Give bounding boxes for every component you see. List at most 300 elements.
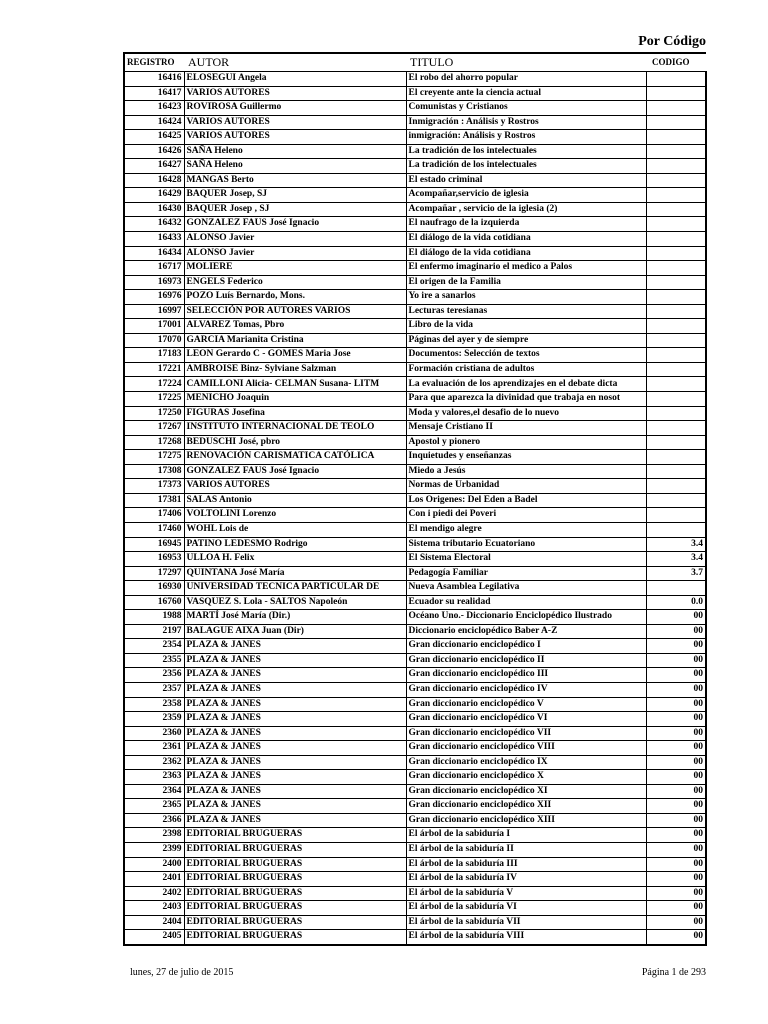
cell-codigo bbox=[646, 232, 706, 247]
cell-titulo: Gran diccionario enciclopédico XII bbox=[406, 799, 646, 814]
cell-codigo: 00 bbox=[646, 639, 706, 654]
cell-codigo bbox=[646, 392, 706, 407]
table-row bbox=[124, 72, 706, 87]
cell-titulo: La tradición de los intelectuales bbox=[406, 144, 646, 159]
cell-titulo: El diálogo de la vida cotidiana bbox=[406, 232, 646, 247]
cell-codigo bbox=[646, 319, 706, 334]
cell-registro: 2357 bbox=[124, 682, 184, 697]
cell-codigo bbox=[646, 101, 706, 116]
cell-autor: LEON Gerardo C - GOMES Maria Jose bbox=[184, 348, 406, 363]
table-row bbox=[124, 406, 706, 421]
cell-registro: 2400 bbox=[124, 857, 184, 872]
cell-registro: 16416 bbox=[124, 72, 184, 87]
cell-autor: MENICHO Joaquin bbox=[184, 392, 406, 407]
table-row bbox=[124, 246, 706, 261]
cell-autor: ENGELS Federico bbox=[184, 275, 406, 290]
cell-registro: 17268 bbox=[124, 435, 184, 450]
cell-titulo: Los Origenes: Del Eden a Badel bbox=[406, 493, 646, 508]
cell-autor: QUINTANA José María bbox=[184, 566, 406, 581]
table-row bbox=[124, 508, 706, 523]
cell-titulo: Gran diccionario enciclopédico IV bbox=[406, 682, 646, 697]
cell-autor: SELECCIÓN POR AUTORES VARIOS bbox=[184, 304, 406, 319]
cell-registro: 17381 bbox=[124, 493, 184, 508]
cell-titulo: La evaluación de los aprendizajes en el debate dicta bbox=[406, 377, 646, 392]
cell-codigo bbox=[646, 406, 706, 421]
cell-autor: PLAZA & JANES bbox=[184, 697, 406, 712]
cell-codigo: 00 bbox=[646, 712, 706, 727]
cell-codigo bbox=[646, 72, 706, 87]
cell-titulo: Normas de Urbanidad bbox=[406, 479, 646, 494]
cell-registro: 2361 bbox=[124, 741, 184, 756]
table-row bbox=[124, 828, 706, 843]
cell-autor: ROVIROSA Guillermo bbox=[184, 101, 406, 116]
table-row bbox=[124, 130, 706, 145]
cell-registro: 2399 bbox=[124, 842, 184, 857]
cell-titulo: Pedagogía Familiar bbox=[406, 566, 646, 581]
cell-autor: SAÑA Heleno bbox=[184, 159, 406, 174]
table-row bbox=[124, 813, 706, 828]
cell-registro: 16425 bbox=[124, 130, 184, 145]
cell-autor: RENOVACIÓN CARISMATICA CATÓLICA bbox=[184, 450, 406, 465]
cell-titulo: El diálogo de la vida cotidiana bbox=[406, 246, 646, 261]
cell-registro: 16997 bbox=[124, 304, 184, 319]
cell-autor: ALONSO Javier bbox=[184, 246, 406, 261]
cell-codigo bbox=[646, 261, 706, 276]
cell-titulo: Gran diccionario enciclopédico VIII bbox=[406, 741, 646, 756]
cell-codigo bbox=[646, 202, 706, 217]
cell-registro: 17267 bbox=[124, 421, 184, 436]
table-row bbox=[124, 159, 706, 174]
table-row bbox=[124, 261, 706, 276]
cell-registro: 2366 bbox=[124, 813, 184, 828]
table-row bbox=[124, 610, 706, 625]
cell-registro: 2401 bbox=[124, 872, 184, 887]
cell-titulo: El árbol de la sabiduría III bbox=[406, 857, 646, 872]
cell-codigo bbox=[646, 450, 706, 465]
table-row bbox=[124, 493, 706, 508]
cell-titulo: Gran diccionario enciclopédico III bbox=[406, 668, 646, 683]
cell-titulo: Yo ire a sanarlos bbox=[406, 290, 646, 305]
cell-autor: PLAZA & JANES bbox=[184, 726, 406, 741]
cell-registro: 2359 bbox=[124, 712, 184, 727]
cell-registro: 2404 bbox=[124, 915, 184, 930]
cell-registro: 2363 bbox=[124, 770, 184, 785]
cell-titulo: Moda y valores,el desafio de lo nuevo bbox=[406, 406, 646, 421]
cell-registro: 17373 bbox=[124, 479, 184, 494]
cell-autor: MANGAS Berto bbox=[184, 173, 406, 188]
table-row bbox=[124, 537, 706, 552]
cell-registro: 2364 bbox=[124, 784, 184, 799]
cell-autor: AMBROISE Binz- Sylviane Salzman bbox=[184, 362, 406, 377]
cell-titulo: Mensaje Cristiano II bbox=[406, 421, 646, 436]
cell-autor: ULLOA H. Felix bbox=[184, 552, 406, 567]
cell-registro: 16930 bbox=[124, 581, 184, 596]
cell-codigo: 00 bbox=[646, 915, 706, 930]
cell-codigo: 00 bbox=[646, 930, 706, 945]
cell-autor: VOLTOLINI Lorenzo bbox=[184, 508, 406, 523]
cell-registro: 2398 bbox=[124, 828, 184, 843]
table-row bbox=[124, 435, 706, 450]
cell-codigo bbox=[646, 159, 706, 174]
table-row bbox=[124, 726, 706, 741]
cell-autor: PLAZA & JANES bbox=[184, 712, 406, 727]
table-row bbox=[124, 595, 706, 610]
cell-registro: 2362 bbox=[124, 755, 184, 770]
table-row bbox=[124, 275, 706, 290]
cell-registro: 17406 bbox=[124, 508, 184, 523]
table-row bbox=[124, 872, 706, 887]
header-codigo: CODIGO bbox=[646, 53, 706, 72]
table-row bbox=[124, 639, 706, 654]
cell-autor: VARIOS AUTORES bbox=[184, 86, 406, 101]
cell-autor: PLAZA & JANES bbox=[184, 799, 406, 814]
cell-codigo bbox=[646, 115, 706, 130]
cell-codigo: 00 bbox=[646, 624, 706, 639]
header-titulo: TITULO bbox=[406, 53, 646, 72]
cell-autor: PLAZA & JANES bbox=[184, 639, 406, 654]
cell-codigo bbox=[646, 377, 706, 392]
cell-registro: 17221 bbox=[124, 362, 184, 377]
cell-registro: 16423 bbox=[124, 101, 184, 116]
table-row bbox=[124, 450, 706, 465]
cell-codigo bbox=[646, 348, 706, 363]
cell-codigo bbox=[646, 86, 706, 101]
cell-registro: 1988 bbox=[124, 610, 184, 625]
cell-registro: 16976 bbox=[124, 290, 184, 305]
cell-registro: 17275 bbox=[124, 450, 184, 465]
cell-codigo: 00 bbox=[646, 813, 706, 828]
cell-titulo: Gran diccionario enciclopédico IX bbox=[406, 755, 646, 770]
cell-titulo: Acompañar , servicio de la iglesia (2) bbox=[406, 202, 646, 217]
cell-autor: ALONSO Javier bbox=[184, 232, 406, 247]
table-row bbox=[124, 421, 706, 436]
cell-titulo: Documentos: Selección de textos bbox=[406, 348, 646, 363]
cell-codigo: 00 bbox=[646, 682, 706, 697]
table-row bbox=[124, 522, 706, 537]
table-row bbox=[124, 217, 706, 232]
cell-titulo: Miedo a Jesús bbox=[406, 464, 646, 479]
table-row bbox=[124, 784, 706, 799]
cell-titulo: Libro de la vida bbox=[406, 319, 646, 334]
cell-registro: 16760 bbox=[124, 595, 184, 610]
table-row bbox=[124, 304, 706, 319]
footer-page-number: Página 1 de 293 bbox=[641, 967, 706, 978]
cell-titulo: El origen de la Familia bbox=[406, 275, 646, 290]
cell-codigo bbox=[646, 130, 706, 145]
cell-autor: PLAZA & JANES bbox=[184, 784, 406, 799]
cell-autor: PLAZA & JANES bbox=[184, 682, 406, 697]
table-row bbox=[124, 653, 706, 668]
cell-codigo: 00 bbox=[646, 886, 706, 901]
cell-codigo bbox=[646, 464, 706, 479]
cell-autor: GONZALEZ FAUS José Ignacio bbox=[184, 217, 406, 232]
table-row bbox=[124, 915, 706, 930]
cell-registro: 2197 bbox=[124, 624, 184, 639]
cell-autor: VARIOS AUTORES bbox=[184, 479, 406, 494]
cell-registro: 17460 bbox=[124, 522, 184, 537]
cell-autor: EDITORIAL BRUGUERAS bbox=[184, 901, 406, 916]
cell-titulo: El árbol de la sabiduría IV bbox=[406, 872, 646, 887]
header-row bbox=[124, 53, 706, 72]
table-row bbox=[124, 581, 706, 596]
table-row bbox=[124, 668, 706, 683]
table-row bbox=[124, 886, 706, 901]
cell-codigo bbox=[646, 275, 706, 290]
cell-codigo: 00 bbox=[646, 755, 706, 770]
cell-autor: BAQUER Josep, SJ bbox=[184, 188, 406, 203]
cell-registro: 17308 bbox=[124, 464, 184, 479]
cell-titulo: Gran diccionario enciclopédico I bbox=[406, 639, 646, 654]
cell-titulo: Gran diccionario enciclopédico VII bbox=[406, 726, 646, 741]
cell-codigo bbox=[646, 290, 706, 305]
cell-registro: 16428 bbox=[124, 173, 184, 188]
cell-codigo: 00 bbox=[646, 857, 706, 872]
cell-registro: 2355 bbox=[124, 653, 184, 668]
cell-registro: 17297 bbox=[124, 566, 184, 581]
cell-registro: 16424 bbox=[124, 115, 184, 130]
table-row bbox=[124, 682, 706, 697]
cell-codigo bbox=[646, 479, 706, 494]
table-row bbox=[124, 202, 706, 217]
cell-titulo: Gran diccionario enciclopédico XIII bbox=[406, 813, 646, 828]
header-registro: REGISTRO bbox=[124, 53, 184, 72]
cell-titulo: Gran diccionario enciclopédico II bbox=[406, 653, 646, 668]
cell-titulo: El estado criminal bbox=[406, 173, 646, 188]
table-row bbox=[124, 741, 706, 756]
cell-codigo bbox=[646, 522, 706, 537]
cell-registro: 2356 bbox=[124, 668, 184, 683]
cell-registro: 16433 bbox=[124, 232, 184, 247]
cell-titulo: Gran diccionario enciclopédico V bbox=[406, 697, 646, 712]
cell-autor: BALAGUE AIXA Juan (Dir) bbox=[184, 624, 406, 639]
cell-titulo: Con i piedi dei Poveri bbox=[406, 508, 646, 523]
cell-titulo: El enfermo imaginario el medico a Palos bbox=[406, 261, 646, 276]
cell-autor: EDITORIAL BRUGUERAS bbox=[184, 930, 406, 945]
header-autor: AUTOR bbox=[184, 53, 406, 72]
cell-autor: PLAZA & JANES bbox=[184, 741, 406, 756]
cell-registro: 2402 bbox=[124, 886, 184, 901]
cell-titulo: Lecturas teresianas bbox=[406, 304, 646, 319]
cell-autor: PATINO LEDESMO Rodrigo bbox=[184, 537, 406, 552]
cell-autor: PLAZA & JANES bbox=[184, 653, 406, 668]
cell-autor: FIGURAS Josefina bbox=[184, 406, 406, 421]
cell-codigo: 3.4 bbox=[646, 552, 706, 567]
cell-titulo: Ecuador su realidad bbox=[406, 595, 646, 610]
cell-registro: 16717 bbox=[124, 261, 184, 276]
cell-codigo bbox=[646, 421, 706, 436]
table-row bbox=[124, 842, 706, 857]
cell-registro: 16434 bbox=[124, 246, 184, 261]
cell-titulo: La tradición de los intelectuales bbox=[406, 159, 646, 174]
table-row bbox=[124, 552, 706, 567]
cell-codigo bbox=[646, 188, 706, 203]
cell-titulo: Formación cristiana de adultos bbox=[406, 362, 646, 377]
cell-registro: 16430 bbox=[124, 202, 184, 217]
catalog-table-container bbox=[123, 52, 709, 946]
cell-titulo: El naufrago de la izquierda bbox=[406, 217, 646, 232]
cell-titulo: El árbol de la sabiduría VI bbox=[406, 901, 646, 916]
cell-autor: EDITORIAL BRUGUERAS bbox=[184, 828, 406, 843]
cell-titulo: El árbol de la sabiduría II bbox=[406, 842, 646, 857]
cell-codigo bbox=[646, 362, 706, 377]
cell-registro: 2358 bbox=[124, 697, 184, 712]
cell-codigo bbox=[646, 173, 706, 188]
table-row bbox=[124, 144, 706, 159]
cell-autor: EDITORIAL BRUGUERAS bbox=[184, 886, 406, 901]
cell-autor: BEDUSCHI José, pbro bbox=[184, 435, 406, 450]
cell-titulo: El mendigo alegre bbox=[406, 522, 646, 537]
cell-autor: PLAZA & JANES bbox=[184, 770, 406, 785]
cell-codigo bbox=[646, 304, 706, 319]
cell-codigo bbox=[646, 508, 706, 523]
cell-registro: 17070 bbox=[124, 333, 184, 348]
cell-codigo: 00 bbox=[646, 784, 706, 799]
cell-autor: PLAZA & JANES bbox=[184, 668, 406, 683]
cell-registro: 16973 bbox=[124, 275, 184, 290]
cell-autor: SAÑA Heleno bbox=[184, 144, 406, 159]
cell-registro: 17224 bbox=[124, 377, 184, 392]
cell-autor: VARIOS AUTORES bbox=[184, 130, 406, 145]
cell-codigo: 3.7 bbox=[646, 566, 706, 581]
cell-titulo: Comunistas y Cristianos bbox=[406, 101, 646, 116]
cell-titulo: El árbol de la sabiduría VII bbox=[406, 915, 646, 930]
cell-autor: EDITORIAL BRUGUERAS bbox=[184, 915, 406, 930]
cell-codigo: 0.0 bbox=[646, 595, 706, 610]
cell-autor: GONZALEZ FAUS José Ignacio bbox=[184, 464, 406, 479]
table-row bbox=[124, 697, 706, 712]
table-row bbox=[124, 566, 706, 581]
table-body bbox=[124, 72, 706, 945]
cell-codigo bbox=[646, 493, 706, 508]
cell-autor: ELOSEGUI Angela bbox=[184, 72, 406, 87]
table-row bbox=[124, 479, 706, 494]
cell-autor: INSTITUTO INTERNACIONAL DE TEOLO bbox=[184, 421, 406, 436]
cell-autor: EDITORIAL BRUGUERAS bbox=[184, 872, 406, 887]
table-row bbox=[124, 101, 706, 116]
cell-registro: 16945 bbox=[124, 537, 184, 552]
cell-titulo: El árbol de la sabiduría I bbox=[406, 828, 646, 843]
cell-codigo: 00 bbox=[646, 741, 706, 756]
cell-titulo: Nueva Asamblea Legilativa bbox=[406, 581, 646, 596]
cell-autor: BAQUER Josep , SJ bbox=[184, 202, 406, 217]
table-row bbox=[124, 799, 706, 814]
cell-codigo: 00 bbox=[646, 901, 706, 916]
cell-codigo: 00 bbox=[646, 799, 706, 814]
table-row bbox=[124, 188, 706, 203]
cell-codigo bbox=[646, 581, 706, 596]
cell-registro: 2354 bbox=[124, 639, 184, 654]
cell-codigo bbox=[646, 246, 706, 261]
cell-registro: 16427 bbox=[124, 159, 184, 174]
cell-codigo: 00 bbox=[646, 770, 706, 785]
table-row bbox=[124, 770, 706, 785]
table-row bbox=[124, 392, 706, 407]
cell-autor: GARCIA Marianita Cristina bbox=[184, 333, 406, 348]
cell-autor: PLAZA & JANES bbox=[184, 755, 406, 770]
cell-autor: MARTÍ José María (Dir.) bbox=[184, 610, 406, 625]
cell-codigo bbox=[646, 333, 706, 348]
cell-autor: UNIVERSIDAD TECNICA PARTICULAR DE bbox=[184, 581, 406, 596]
table-row bbox=[124, 857, 706, 872]
cell-autor: SALAS Antonio bbox=[184, 493, 406, 508]
table-row bbox=[124, 930, 706, 945]
cell-codigo: 00 bbox=[646, 668, 706, 683]
cell-registro: 2360 bbox=[124, 726, 184, 741]
cell-registro: 16417 bbox=[124, 86, 184, 101]
cell-codigo bbox=[646, 217, 706, 232]
footer-date: lunes, 27 de julio de 2015 bbox=[130, 967, 234, 978]
cell-autor: EDITORIAL BRUGUERAS bbox=[184, 857, 406, 872]
cell-codigo: 00 bbox=[646, 653, 706, 668]
cell-registro: 16429 bbox=[124, 188, 184, 203]
cell-titulo: Diccionario enciclopédico Baber A-Z bbox=[406, 624, 646, 639]
table-row bbox=[124, 755, 706, 770]
table-row bbox=[124, 86, 706, 101]
cell-codigo: 00 bbox=[646, 842, 706, 857]
cell-registro: 16432 bbox=[124, 217, 184, 232]
table-row bbox=[124, 901, 706, 916]
catalog-table bbox=[123, 52, 707, 946]
table-row bbox=[124, 290, 706, 305]
cell-codigo bbox=[646, 435, 706, 450]
cell-titulo: inmigración: Análisis y Rostros bbox=[406, 130, 646, 145]
report-title: Por Código bbox=[638, 34, 706, 49]
cell-registro: 16426 bbox=[124, 144, 184, 159]
cell-titulo: Gran diccionario enciclopédico XI bbox=[406, 784, 646, 799]
cell-titulo: El robo del ahorro popular bbox=[406, 72, 646, 87]
cell-titulo: Acompañar,servicio de iglesia bbox=[406, 188, 646, 203]
table-row bbox=[124, 173, 706, 188]
cell-autor: VARIOS AUTORES bbox=[184, 115, 406, 130]
cell-codigo: 00 bbox=[646, 828, 706, 843]
table-header bbox=[124, 53, 706, 72]
cell-titulo: El Sistema Electoral bbox=[406, 552, 646, 567]
cell-registro: 17001 bbox=[124, 319, 184, 334]
table-row bbox=[124, 464, 706, 479]
cell-titulo: Apostol y pionero bbox=[406, 435, 646, 450]
cell-codigo: 00 bbox=[646, 610, 706, 625]
table-row bbox=[124, 115, 706, 130]
cell-titulo: El árbol de la sabiduría VIII bbox=[406, 930, 646, 945]
cell-autor: WOHL Lois de bbox=[184, 522, 406, 537]
cell-titulo: Para que aparezca la divinidad que trabaja en nosot bbox=[406, 392, 646, 407]
table-row bbox=[124, 232, 706, 247]
cell-titulo: Inmigración : Análisis y Rostros bbox=[406, 115, 646, 130]
cell-codigo: 00 bbox=[646, 872, 706, 887]
cell-autor: VASQUEZ S. Lola - SALTOS Napoleón bbox=[184, 595, 406, 610]
cell-autor: ALVAREZ Tomas, Pbro bbox=[184, 319, 406, 334]
cell-titulo: Gran diccionario enciclopédico X bbox=[406, 770, 646, 785]
cell-titulo: El árbol de la sabiduría V bbox=[406, 886, 646, 901]
cell-registro: 17183 bbox=[124, 348, 184, 363]
cell-titulo: Océano Uno.- Diccionario Enciclopédico Ilustrado bbox=[406, 610, 646, 625]
cell-autor: CAMILLONI Alicia- CELMAN Susana- LITM bbox=[184, 377, 406, 392]
cell-autor: POZO Luís Bernardo, Mons. bbox=[184, 290, 406, 305]
table-row bbox=[124, 712, 706, 727]
cell-titulo: Inquietudes y enseñanzas bbox=[406, 450, 646, 465]
cell-registro: 17225 bbox=[124, 392, 184, 407]
cell-codigo bbox=[646, 144, 706, 159]
table-row bbox=[124, 348, 706, 363]
table-row bbox=[124, 333, 706, 348]
cell-registro: 2405 bbox=[124, 930, 184, 945]
cell-registro: 17250 bbox=[124, 406, 184, 421]
table-row bbox=[124, 362, 706, 377]
cell-registro: 2403 bbox=[124, 901, 184, 916]
cell-codigo: 00 bbox=[646, 697, 706, 712]
cell-codigo: 3.4 bbox=[646, 537, 706, 552]
cell-autor: MOLIERE bbox=[184, 261, 406, 276]
